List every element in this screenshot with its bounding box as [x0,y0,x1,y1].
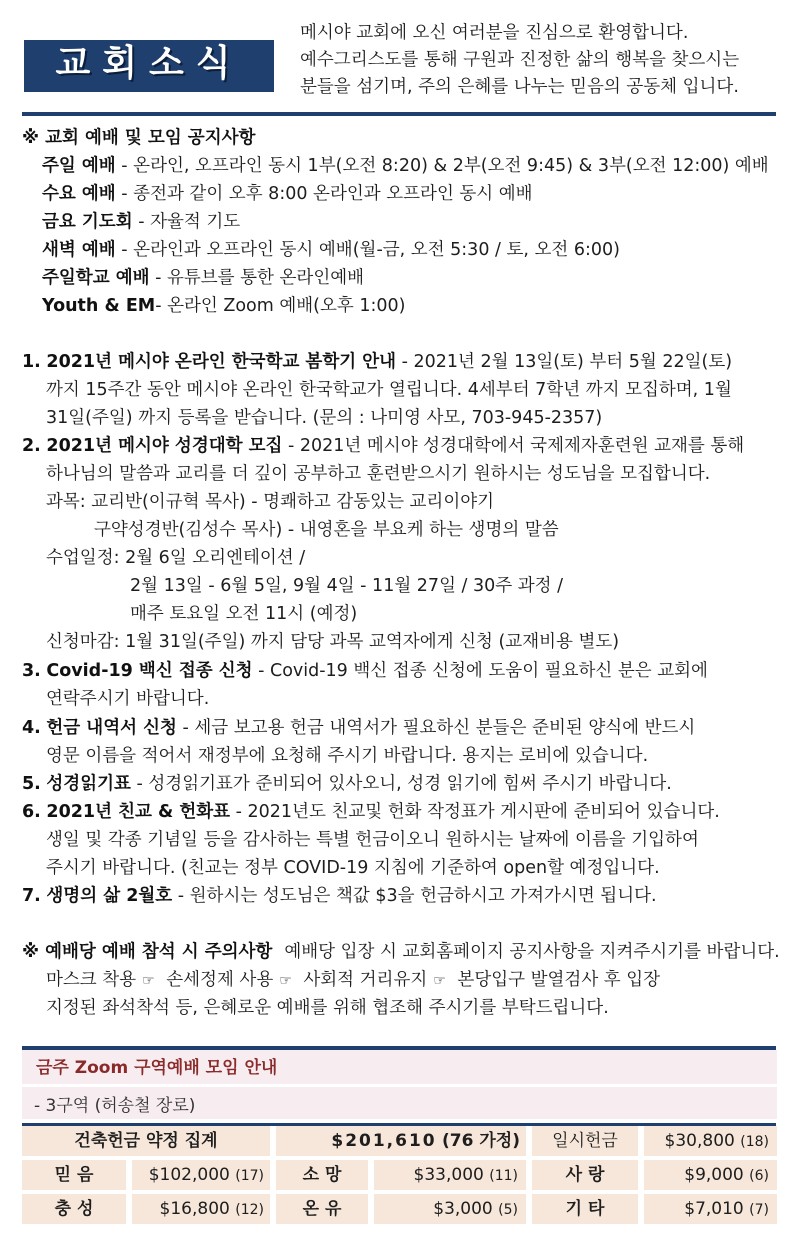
notice-number: 3. [22,661,41,681]
caution-line: 지정된 좌석착석 등, 은혜로운 예배를 위해 협조해 주시기를 부탁드립니다. [46,998,609,1018]
worship-item [42,180,533,208]
fund-label: 온 유 [302,1199,342,1219]
notice-title: 헌금 내역서 신청 [46,718,177,738]
worship-text: - 유튜브를 통한 온라인예배 [149,268,365,288]
worship-text: - 온라인 Zoom 예배(오후 1:00) [155,296,406,316]
notice-title: 2021년 메시야 온라인 한국학교 봄학기 안내 [46,352,397,372]
fund-label-cell [276,1160,368,1190]
worship-text: - 온라인, 오프라인 동시 1부(오전 8:20) & 2부(오전 9:45) & 3부(오전 12:00) 예배 [115,156,769,176]
fund-label: 사 랑 [565,1165,605,1185]
notice-title: 성경읽기표 [46,774,131,794]
worship-label: 수요 예배 [42,184,116,204]
fund-label-cell [22,1194,126,1224]
pointing-hand-icon: ☞ [279,973,292,989]
notice-text: - 세금 보고용 헌금 내역서가 필요하신 분들은 준비된 양식에 반드시 [176,718,696,738]
notice-title: 2021년 친교 & 헌화표 [46,802,231,822]
building-fund-label: 건축헌금 약정 집계 [74,1131,218,1151]
fund-amount: $7,010 [684,1199,744,1219]
notice-text: - Covid-19 백신 접종 신청에 도움이 필요하신 분은 교회에 [252,661,708,681]
worship-label: 금요 기도회 [42,212,133,232]
fund-amount: $3,000 [433,1199,493,1219]
worship-item [42,208,240,236]
notice-number: 2. [22,436,41,456]
notice-4 [22,714,695,742]
notice-title: Covid-19 백신 접종 신청 [46,661,253,681]
caution-text: 예배당 입장 시 교회홈페이지 공지사항을 지켜주시기를 바랍니다. [284,942,780,962]
notice-title: 생명의 삶 2월호 [46,886,173,906]
fund-label: 믿 음 [54,1165,94,1185]
worship-item [42,152,769,180]
notice-7 [22,882,657,910]
worship-text: - 온라인과 오프라인 동시 예배(월-금, 오전 5:30 / 토, 오전 6:00) [115,240,621,260]
notice-2-line: 매주 토요일 오전 11시 (예정) [130,604,358,624]
fund-amount-cell [644,1160,777,1190]
notice-text: - 2021년 2월 13일(토) 부터 5월 22일(토) [396,352,733,372]
welcome-line: 분들을 섬기며, 주의 은혜를 나누는 믿음의 공동체 입니다. [300,77,739,97]
onetime-count: (18) [740,1134,769,1150]
notice-6-line: 생일 및 각종 기념일 등을 감사하는 특별 헌금이오니 원하시는 날짜에 이름을 기입하여 [46,830,699,850]
worship-label: 주일학교 예배 [42,268,150,288]
worship-heading: ※ 교회 예배 및 모임 공지사항 [22,128,256,148]
fund-label-cell [22,1160,126,1190]
fund-count: (11) [489,1168,518,1184]
welcome-line: 메시야 교회에 오신 여러분을 진심으로 환영합니다. [300,23,689,43]
notice-text: - 2021년 메시야 성경대학에서 국제제자훈련원 교재를 통해 [282,436,745,456]
worship-text: - 자율적 기도 [132,212,241,232]
notice-number: 7. [22,886,41,906]
notice-text: - 성경읽기표가 준비되어 있사오니, 성경 읽기에 힘써 주시기 바랍니다. [130,774,672,794]
welcome-message [300,20,790,101]
notice-2-line: 구약성경반(김성수 목사) - 내영혼을 부요케 하는 생명의 말씀 [94,520,559,540]
onetime-amount-cell [644,1126,777,1156]
fund-amount-cell [374,1160,526,1190]
notice-3-line: 연락주시기 바랍니다. [46,689,210,709]
fund-label: 충 성 [54,1199,94,1219]
fund-amount: $102,000 [148,1165,230,1185]
notice-2-line: 수업일정: 2월 6일 오리엔테이션 / [46,548,306,568]
fund-amount-cell [374,1194,526,1224]
caution-item: 본당입구 발열검사 후 입장 [457,970,661,990]
worship-item [42,264,364,292]
caution-item: 사회적 거리유지 [303,970,428,990]
building-fund-count: (76 가정) [442,1131,520,1151]
caution-items [46,966,660,995]
zoom-group: - 3구역 (허송철 장로) [34,1096,196,1116]
notice-number: 1. [22,352,41,372]
fund-label-cell [532,1194,638,1224]
fund-count: (5) [498,1202,518,1218]
header-divider [22,112,776,116]
fund-amount: $33,000 [413,1165,484,1185]
building-fund-label-cell [22,1126,270,1156]
fund-count: (17) [235,1168,264,1184]
notice-text: - 원하시는 성도님은 책값 $3을 헌금하시고 가져가시면 됩니다. [172,886,657,906]
notice-2-line: 신청마감: 1월 31일(주일) 까지 담당 과목 교역자에게 신청 (교재비용 별도) [46,632,620,652]
building-fund-total-cell [276,1126,526,1156]
pointing-hand-icon: ☞ [142,973,155,989]
notice-2 [22,432,744,460]
fund-amount: $9,000 [684,1165,744,1185]
caution-heading: ※ 예배당 예배 참석 시 주의사항 [22,942,273,962]
worship-label: 새벽 예배 [42,240,116,260]
caution-item: 마스크 착용 [46,970,137,990]
fund-label: 소 망 [302,1165,342,1185]
onetime-amount: $30,800 [664,1131,735,1151]
notice-6-line: 주시기 바랍니다. (친교는 정부 COVID-19 지침에 기준하여 open할 예정입니다. [46,858,660,878]
caution-heading-line [22,938,780,966]
fund-count: (7) [749,1202,769,1218]
fund-count: (6) [749,1168,769,1184]
worship-label: 주일 예배 [42,156,116,176]
notice-title: 2021년 메시야 성경대학 모집 [46,436,283,456]
notice-1-line: 31일(주일) 까지 등록을 받습니다. (문의 : 나미영 사모, 703-945-2357) [46,408,603,428]
worship-item [42,236,620,264]
notice-3 [22,657,708,685]
fund-amount: $16,800 [159,1199,230,1219]
fund-amount-cell [132,1194,270,1224]
notice-2-line: 하나님의 말씀과 교리를 더 깊이 공부하고 훈련받으시기 원하시는 성도님을 모집합니다. [46,464,711,484]
notice-2-line: 과목: 교리반(이규혁 목사) - 명쾌하고 감동있는 교리이야기 [46,492,495,512]
caution-item: 손세정제 사용 [166,970,274,990]
notice-number: 6. [22,802,41,822]
zoom-heading: 금주 Zoom 구역예배 모임 안내 [36,1058,278,1078]
notice-number: 5. [22,774,41,794]
worship-label: Youth & EM [42,296,156,316]
notice-5 [22,770,672,798]
welcome-line: 예수그리스도를 통해 구원과 진정한 삶의 행복을 찾으시는 [300,50,740,70]
notice-2-line: 2월 13일 - 6월 5일, 9월 4일 - 11월 27일 / 30주 과정 / [130,576,563,596]
fund-count: (12) [235,1202,264,1218]
notice-1-line: 까지 15주간 동안 메시야 온라인 한국학교가 열립니다. 4세부터 7학년 까지 모집하며, 1월 [46,380,732,400]
fund-label-cell [532,1160,638,1190]
fund-label-cell [276,1194,368,1224]
fund-label: 기 타 [565,1199,605,1219]
fund-amount-cell [644,1194,777,1224]
page-title: 교회소식 [55,43,243,84]
fund-amount-cell [132,1160,270,1190]
worship-item [42,292,406,320]
onetime-label: 일시헌금 [552,1131,618,1151]
onetime-label-cell [532,1126,638,1156]
building-fund-amount: $201,610 [331,1131,437,1151]
worship-text: - 종전과 같이 오후 8:00 온라인과 오프라인 동시 예배 [115,184,533,204]
notice-number: 4. [22,718,41,738]
notice-text: - 2021년도 친교및 헌화 작정표가 게시판에 준비되어 있습니다. [230,802,720,822]
notice-6 [22,798,720,826]
pointing-hand-icon: ☞ [433,973,446,989]
notice-4-line: 영문 이름을 적어서 재정부에 요청해 주시기 바랍니다. 용지는 로비에 있습니다. [46,746,649,766]
notice-1 [22,348,732,376]
